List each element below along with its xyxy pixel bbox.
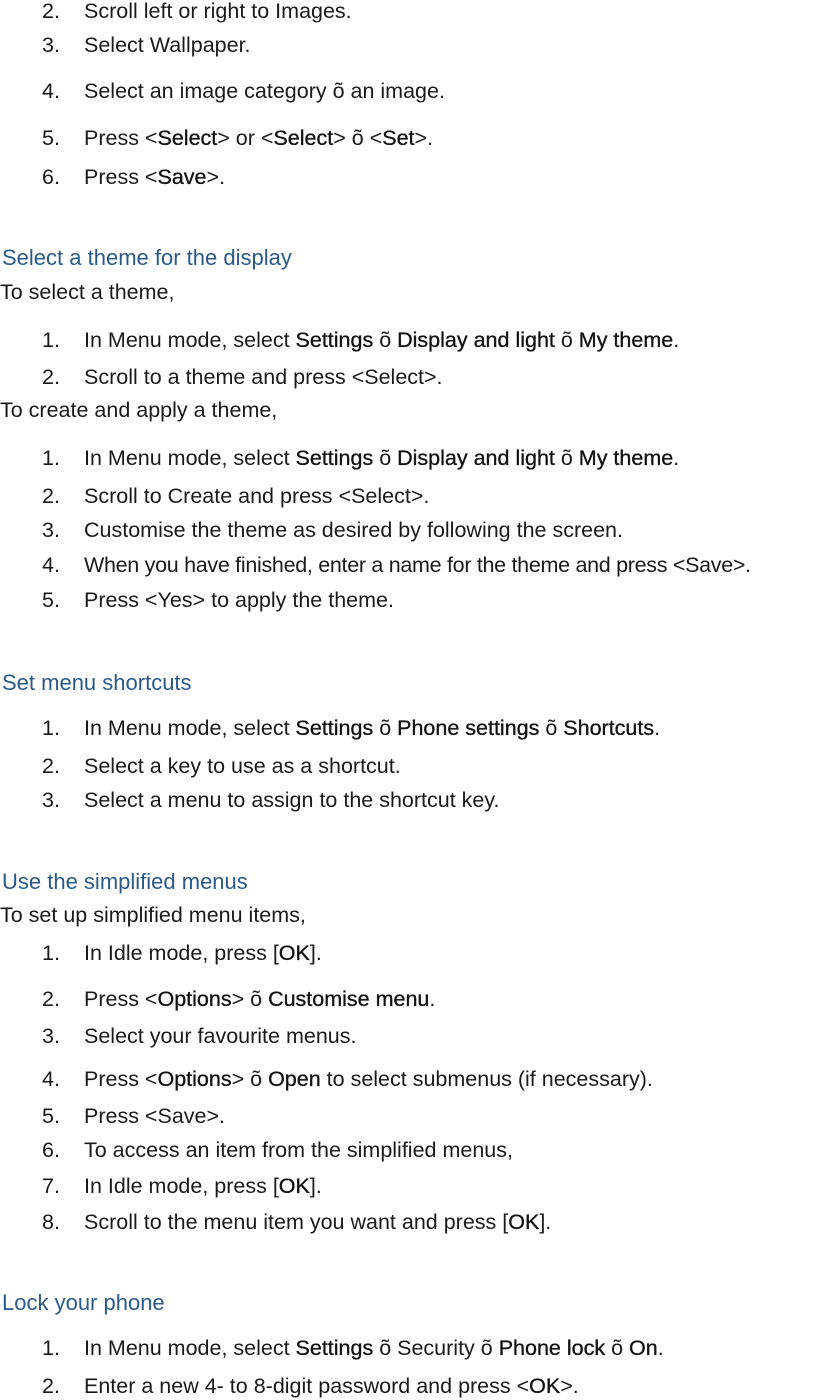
step-text: Select your favourite menus. [84, 1024, 357, 1048]
step-number: 3. [42, 33, 60, 57]
step-number: 6. [42, 165, 60, 189]
menu-label: Display and light [397, 446, 555, 470]
menu-label: Display and light [397, 328, 555, 352]
step-text: Enter a new 4- to 8-digit password and press <OK>. [84, 1374, 579, 1398]
step-text: Select an image category õ an image. [84, 79, 445, 103]
step-number: 3. [42, 1024, 60, 1048]
step-number: 7. [42, 1174, 60, 1198]
step-text: In Idle mode, press [OK]. [84, 941, 322, 965]
step-number: 3. [42, 788, 60, 812]
intro-text: To set up simplified menu items, [0, 903, 306, 927]
step-number: 5. [42, 126, 60, 150]
menu-label: On [629, 1336, 658, 1360]
step-text: In Menu mode, select Settings õ Display and light õ My theme. [84, 446, 680, 470]
key-label: Select [157, 126, 218, 150]
step-text: In Idle mode, press [OK]. [84, 1174, 322, 1198]
step-text: Scroll left or right to Images. [84, 0, 352, 23]
step-text: Scroll to Create and press <Select>. [84, 484, 430, 508]
intro-text: To select a theme, [0, 280, 175, 304]
step-text: Scroll to a theme and press <Select>. [84, 365, 443, 389]
key-label: OK [278, 941, 310, 965]
menu-label: Shortcuts [563, 716, 655, 740]
step-number: 2. [42, 987, 60, 1011]
menu-label: My theme [578, 446, 674, 470]
key-label: OK [508, 1210, 540, 1234]
step-text: In Menu mode, select Settings õ Security õ Phone lock õ On. [84, 1336, 664, 1360]
step-text: In Menu mode, select Settings õ Phone settings õ Shortcuts. [84, 716, 661, 740]
menu-label: Customise menu [268, 987, 430, 1011]
menu-label: Settings [295, 1336, 374, 1360]
step-number: 1. [42, 328, 60, 352]
key-label: Set [382, 126, 415, 150]
step-text: Press <Options> õ Customise menu. [84, 987, 436, 1011]
section-heading: Use the simplified menus [2, 869, 248, 894]
section-heading: Select a theme for the display [2, 245, 292, 270]
step-text: Press <Select> or <Select> õ <Set>. [84, 126, 434, 150]
step-text: Select a menu to assign to the shortcut key. [84, 788, 500, 812]
step-text: Select a key to use as a shortcut. [84, 754, 401, 778]
step-number: 1. [42, 1336, 60, 1360]
key-label: Select [273, 126, 334, 150]
step-number: 2. [42, 365, 60, 389]
step-text: In Menu mode, select Settings õ Display and light õ My theme. [84, 328, 680, 352]
step-number: 2. [42, 1374, 60, 1398]
step-text: Press <Save>. [84, 1104, 226, 1128]
key-label: Save [157, 165, 207, 189]
step-number: 5. [42, 588, 60, 612]
step-number: 1. [42, 941, 60, 965]
menu-label: Settings [295, 328, 374, 352]
step-number: 8. [42, 1210, 60, 1234]
key-label: OK [278, 1174, 310, 1198]
menu-label: Settings [295, 716, 374, 740]
menu-label: Open [268, 1067, 321, 1091]
menu-label: Phone settings [397, 716, 540, 740]
step-number: 5. [42, 1104, 60, 1128]
menu-label: My theme [578, 328, 674, 352]
step-text: Press <Options> õ Open to select submenus (if necessary). [84, 1067, 653, 1091]
step-number: 2. [42, 484, 60, 508]
step-number: 2. [42, 754, 60, 778]
step-text: Customise the theme as desired by following the screen. [84, 518, 623, 542]
key-label: Options [157, 987, 232, 1011]
step-number: 4. [42, 1067, 60, 1091]
step-number: 3. [42, 518, 60, 542]
key-label: Options [157, 1067, 232, 1091]
menu-label: Phone lock [498, 1336, 606, 1360]
menu-label: Settings [295, 446, 374, 470]
step-text: Select Wallpaper. [84, 33, 251, 57]
step-text: To access an item from the simplified menus, [84, 1138, 513, 1162]
step-text: Press <Yes> to apply the theme. [84, 588, 394, 612]
step-text: Scroll to the menu item you want and press [OK]. [84, 1210, 552, 1234]
section-heading: Set menu shortcuts [2, 670, 192, 695]
intro-text: To create and apply a theme, [0, 398, 278, 422]
step-text: Press <Save>. [84, 165, 226, 189]
step-number: 1. [42, 716, 60, 740]
section-heading: Lock your phone [2, 1290, 165, 1315]
step-text: When you have finished, enter a name for the theme and press <Save>. [84, 553, 751, 577]
step-number: 4. [42, 79, 60, 103]
step-number: 2. [42, 0, 60, 23]
step-number: 4. [42, 553, 60, 577]
step-number: 6. [42, 1138, 60, 1162]
key-label: OK [529, 1374, 561, 1398]
step-number: 1. [42, 446, 60, 470]
